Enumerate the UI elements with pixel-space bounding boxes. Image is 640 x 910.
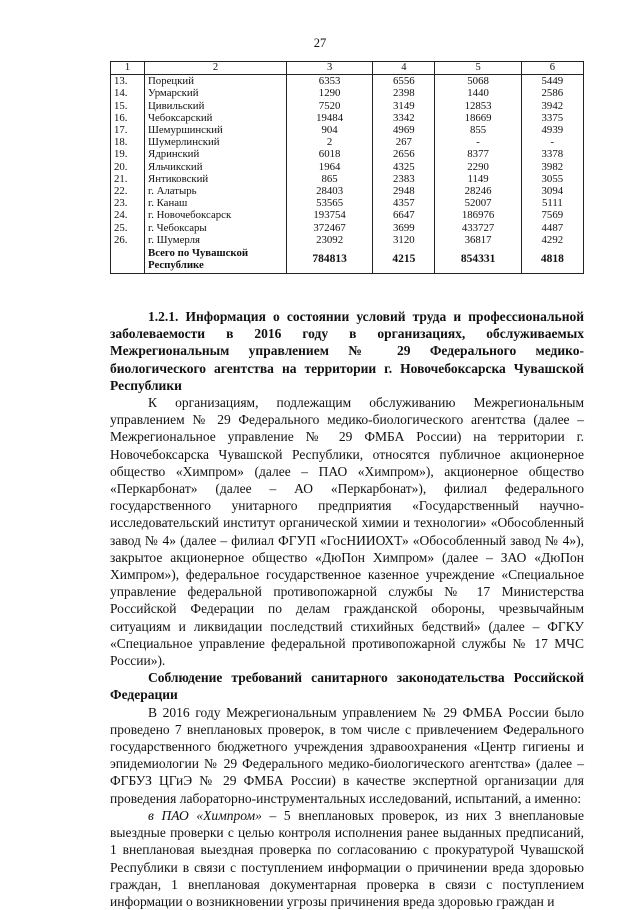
value-col-6: 3055: [521, 173, 583, 185]
paragraph-khimprom: [110, 807, 584, 910]
row-number: 18.: [111, 136, 145, 148]
table-row: [111, 148, 584, 160]
value-col-4: 2383: [373, 173, 435, 185]
row-number: 16.: [111, 112, 145, 124]
value-col-6: 4487: [521, 222, 583, 234]
table-row: [111, 173, 584, 185]
district-name: Янтиковский: [145, 173, 287, 185]
value-col-6: 5111: [521, 197, 583, 209]
section-heading: 1.2.1. Информация о состоянии условий труда и профессиональной заболеваемости в 2016 году в организациях, обслуживаемых Межрегиональным управлением № 29 Федерального медико-биологического агентства на территории г. Новочебоксарска Чувашской Республики: [110, 309, 584, 393]
col-header-4: 4: [373, 62, 435, 75]
value-col-3: 6353: [287, 75, 373, 88]
col-header-1: 1: [111, 62, 145, 75]
row-number: 21.: [111, 173, 145, 185]
col-header-6: 6: [521, 62, 583, 75]
value-col-5: -: [435, 136, 521, 148]
khimprom-italic: в ПАО «Химпром»: [148, 807, 262, 823]
value-col-3: 1964: [287, 161, 373, 173]
value-col-5: 52007: [435, 197, 521, 209]
district-name: г. Канаш: [145, 197, 287, 209]
district-name: Чебоксарский: [145, 112, 287, 124]
row-number: 22.: [111, 185, 145, 197]
total-num-cell: [111, 246, 145, 274]
value-col-5: 855: [435, 124, 521, 136]
value-col-3: 1290: [287, 87, 373, 99]
table-row: [111, 75, 584, 88]
value-col-3: 372467: [287, 222, 373, 234]
value-col-5: 1149: [435, 173, 521, 185]
value-col-4: 6647: [373, 209, 435, 221]
subheading-compliance: Соблюдение требований санитарного законодательства Российской Федерации: [110, 670, 584, 703]
row-number: 15.: [111, 100, 145, 112]
value-col-4: 4325: [373, 161, 435, 173]
col-header-5: 5: [435, 62, 521, 75]
value-col-6: 3375: [521, 112, 583, 124]
value-col-3: 6018: [287, 148, 373, 160]
paragraph-inspections: В 2016 году Межрегиональным управлением № 29 ФМБА России было проведено 7 внеплановых проверок, в том числе с привлечением Федерального государственного бюджетного учреждения здравоохранения «Центр гигиены и эпидемиологии № 29 Федерального медико-биологического агентства» (далее – ФГБУЗ ЦГиЭ № 29 ФМБА России) в качестве экспертной организации для проведения лабораторно-инструментальных исследований, испытаний, а именно:: [110, 704, 584, 806]
total-value-3: 784813: [287, 246, 373, 274]
district-name: Урмарский: [145, 87, 287, 99]
value-col-5: 8377: [435, 148, 521, 160]
section-text: [110, 308, 584, 910]
table-row: [111, 112, 584, 124]
value-col-4: 3149: [373, 100, 435, 112]
value-col-4: 2398: [373, 87, 435, 99]
table-row: [111, 124, 584, 136]
district-name: Порецкий: [145, 75, 287, 88]
page-number: 27: [313, 36, 327, 50]
value-col-3: 904: [287, 124, 373, 136]
district-name: г. Чебоксары: [145, 222, 287, 234]
value-col-5: 18669: [435, 112, 521, 124]
row-number: 20.: [111, 161, 145, 173]
value-col-3: 23092: [287, 234, 373, 246]
value-col-4: 2656: [373, 148, 435, 160]
district-name: г. Новочебоксарск: [145, 209, 287, 221]
value-col-4: 4969: [373, 124, 435, 136]
row-number: 26.: [111, 234, 145, 246]
row-number: 24.: [111, 209, 145, 221]
total-value-4: 4215: [373, 246, 435, 274]
total-label: Всего по Чувашской Республике: [145, 246, 287, 274]
value-col-4: 3120: [373, 234, 435, 246]
table-row: [111, 209, 584, 221]
value-col-6: 3942: [521, 100, 583, 112]
table-row: [111, 197, 584, 209]
table-row: [111, 87, 584, 99]
table-row: [111, 100, 584, 112]
value-col-5: 433727: [435, 222, 521, 234]
value-col-5: 5068: [435, 75, 521, 88]
value-col-6: 5449: [521, 75, 583, 88]
value-col-5: 1440: [435, 87, 521, 99]
row-number: 13.: [111, 75, 145, 88]
value-col-6: 4292: [521, 234, 583, 246]
value-col-6: 4939: [521, 124, 583, 136]
row-number: 17.: [111, 124, 145, 136]
district-name: Цивильский: [145, 100, 287, 112]
row-number: 25.: [111, 222, 145, 234]
value-col-3: 2: [287, 136, 373, 148]
value-col-6: 3094: [521, 185, 583, 197]
value-col-6: 3982: [521, 161, 583, 173]
table-row: [111, 234, 584, 246]
value-col-3: 865: [287, 173, 373, 185]
row-number: 23.: [111, 197, 145, 209]
value-col-5: 186976: [435, 209, 521, 221]
value-col-6: 2586: [521, 87, 583, 99]
col-header-2: 2: [145, 62, 287, 75]
paragraph-organizations: К организациям, подлежащим обслуживанию Межрегиональным управлением № 29 Федерального медико-биологического агентства (далее – Межрегиональное управление № 29 ФМБА России) на территории г. Новочебоксарска Чувашской Республики, относятся публичное акционерное общество «Химпром» (далее – ПАО «Химпром»), акционерное общество «Перкарбонат» (далее – АО «Перкарбонат»), филиал федерального государственного унитарного предприятия «Государственный научно-исследовательский институт органической химии и технологии» «Обособленный завод № 4» (далее – филиал ФГУП «ГосНИИОХТ» «Обособленный завод № 4»), закрытое акционерное общество «ДюПон Химпром» (далее – ЗАО «ДюПон Химпром»), федеральное государственное казенное учреждение «Специальное управление федеральной противопожарной службы № 17 Министерства Российской Федерации по делам гражданской обороны, чрезвычайным ситуациям и ликвидации последствий стихийных бедствий» (далее – ФГКУ «Специальное управление федеральной противопожарной службы № 17 МЧС России»).: [110, 395, 584, 669]
value-col-3: 53565: [287, 197, 373, 209]
total-value-6: 4818: [521, 246, 583, 274]
table-row: [111, 185, 584, 197]
value-col-4: 4357: [373, 197, 435, 209]
value-col-4: 3342: [373, 112, 435, 124]
value-col-4: 267: [373, 136, 435, 148]
table-row: [111, 222, 584, 234]
row-number: 19.: [111, 148, 145, 160]
district-data-table: [110, 61, 584, 274]
value-col-4: 3699: [373, 222, 435, 234]
district-name: Шемуршинский: [145, 124, 287, 136]
row-number: 14.: [111, 87, 145, 99]
khimprom-text: – 5 внеплановых проверок, из них 3 внеплановые выездные проверки с целью контроля исполнения ранее выданных предписаний, 1 внеплановая выездная проверка по согласованию с прокуратурой Чувашской Республики в связи с поступлением информации о причинении вреда здоровью граждан, 1 внеплановая документарная проверка в связи с поступлением информации о возникновении угрозы причинения вреда здоровью граждан и: [110, 807, 584, 909]
district-name: г. Шумерля: [145, 234, 287, 246]
value-col-3: 28403: [287, 185, 373, 197]
value-col-5: 36817: [435, 234, 521, 246]
table-total-row: [111, 246, 584, 274]
value-col-3: 19484: [287, 112, 373, 124]
table-row: [111, 136, 584, 148]
district-name: Яльчикский: [145, 161, 287, 173]
value-col-3: 193754: [287, 209, 373, 221]
value-col-3: 7520: [287, 100, 373, 112]
value-col-6: -: [521, 136, 583, 148]
value-col-6: 7569: [521, 209, 583, 221]
district-name: Ядринский: [145, 148, 287, 160]
value-col-4: 6556: [373, 75, 435, 88]
district-name: Шумерлинский: [145, 136, 287, 148]
col-header-3: 3: [287, 62, 373, 75]
table-header-row: [111, 62, 584, 75]
value-col-5: 12853: [435, 100, 521, 112]
value-col-5: 28246: [435, 185, 521, 197]
district-name: г. Алатырь: [145, 185, 287, 197]
total-value-5: 854331: [435, 246, 521, 274]
value-col-6: 3378: [521, 148, 583, 160]
value-col-5: 2290: [435, 161, 521, 173]
table-row: [111, 161, 584, 173]
value-col-4: 2948: [373, 185, 435, 197]
